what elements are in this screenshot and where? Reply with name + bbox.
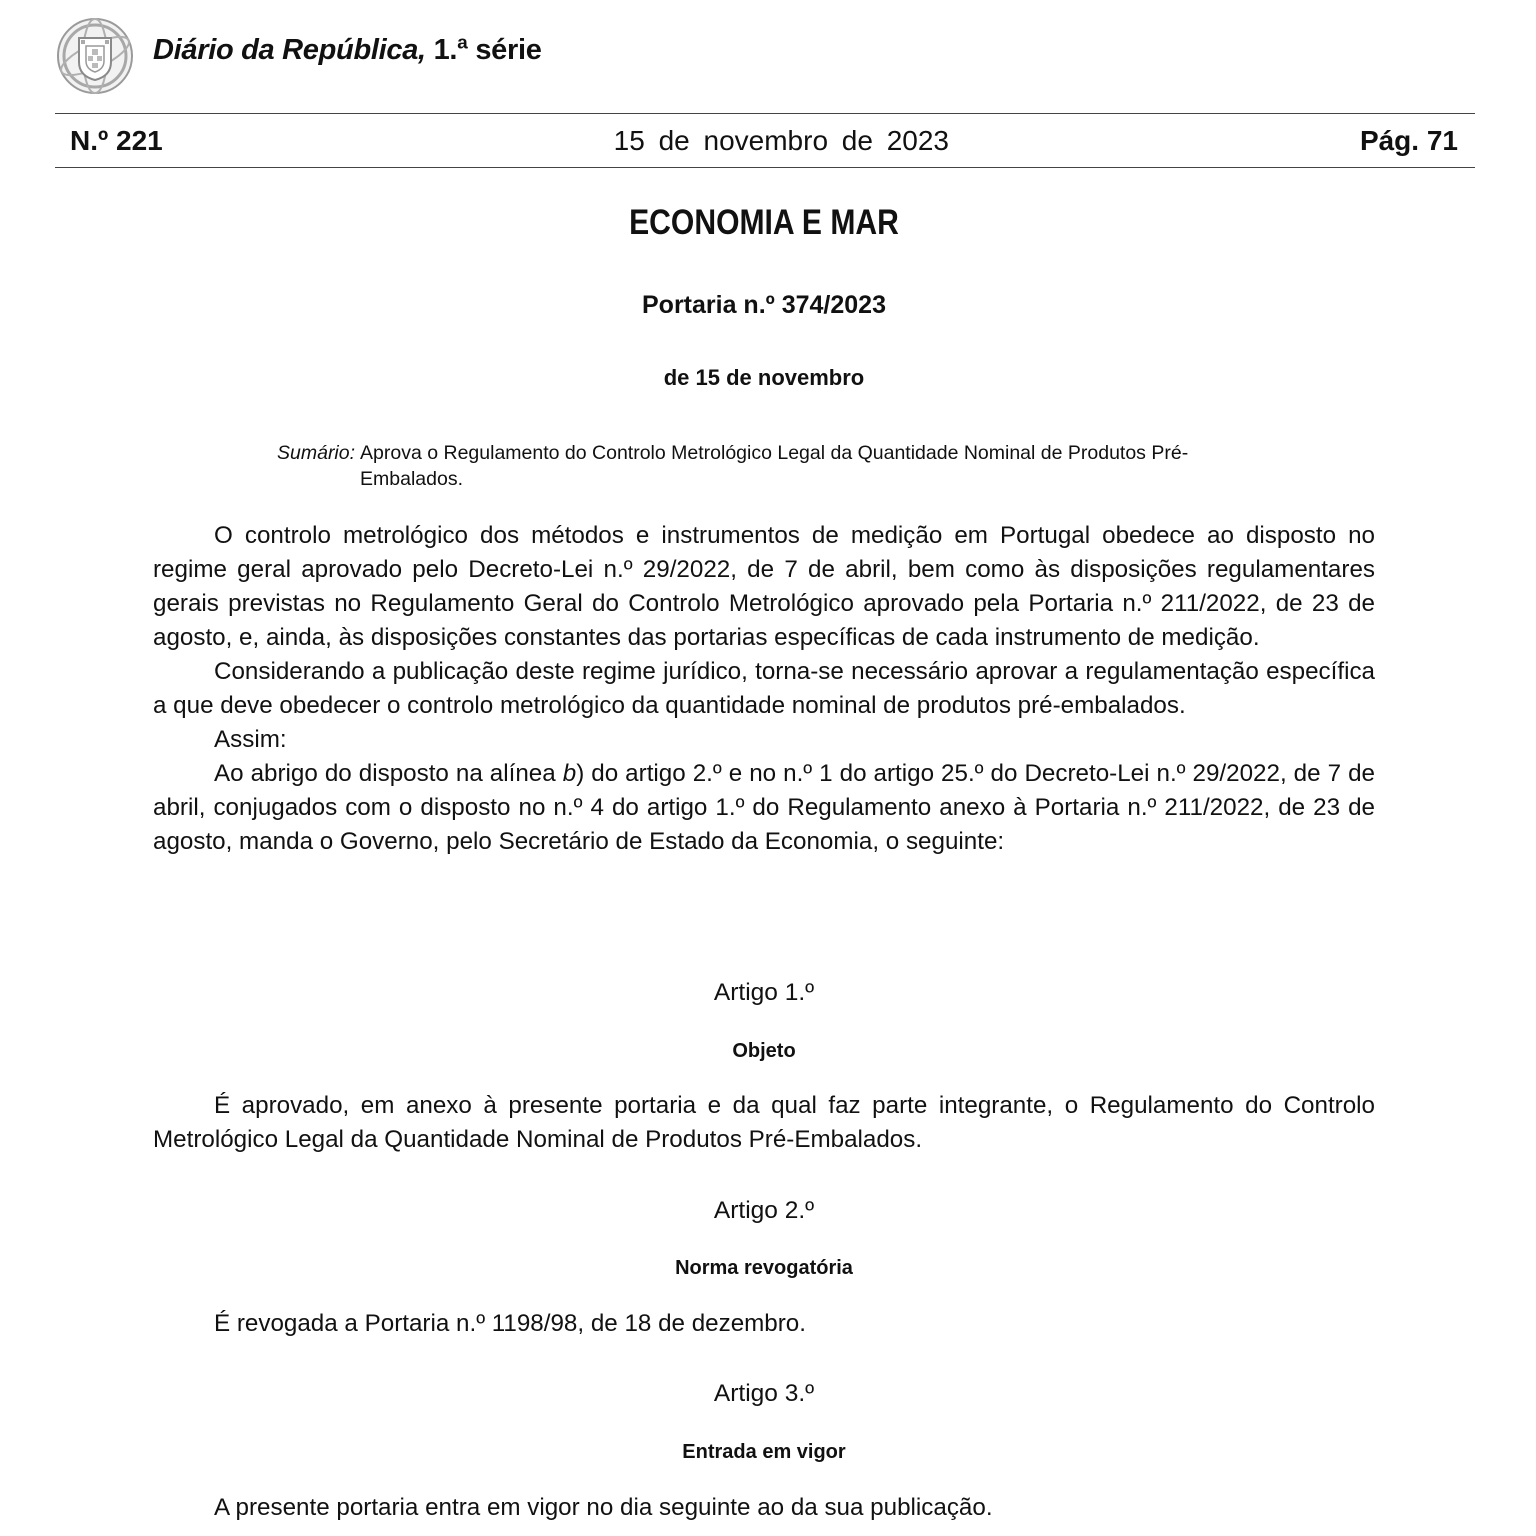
article-3-heading: Entrada em vigor bbox=[682, 1441, 846, 1463]
journal-name: Diário da República, bbox=[153, 33, 426, 66]
issue-number: N.º 221 bbox=[70, 125, 163, 156]
enacting-text: Ao abrigo do disposto na alínea bbox=[214, 760, 563, 787]
article-1-number: Artigo 1.º bbox=[713, 979, 815, 1006]
preamble-paragraph: Considerando a publicação deste regime jurídico, torna-se necessário aprovar a regulamentação específica a que deve obedecer o controlo metrológico da quantidade nominal de produtos pré-embalados. bbox=[153, 658, 1375, 719]
enacting-text: ) do artigo 2.º e no n.º 1 do artigo 25.º do Decreto-Lei n.º 29/2022, de 7 de abril, conjugados com o disposto no n.º 4 do artigo 1.º do Regulamento anexo à Portaria n.º 211/2022, de 23 de agosto, manda o Governo, pelo Secretário de Estado da Economia, o seguinte: bbox=[153, 760, 1375, 855]
preamble bbox=[153, 519, 1375, 859]
issue-date: 15 de novembro de 2023 bbox=[613, 125, 950, 156]
header-divider-bottom bbox=[55, 167, 1475, 168]
preamble-paragraph: Assim: bbox=[214, 726, 287, 753]
page-number: Pág. 71 bbox=[1359, 125, 1458, 156]
article-2-body bbox=[153, 1307, 1375, 1341]
article-3-body bbox=[153, 1491, 1375, 1525]
summary bbox=[277, 440, 1267, 492]
header-divider-top bbox=[55, 113, 1475, 114]
portugal-coat-of-arms-icon bbox=[55, 16, 135, 96]
masthead bbox=[55, 16, 542, 96]
ministry-heading: ECONOMIA E MAR bbox=[629, 203, 899, 242]
issue-bar bbox=[70, 122, 1458, 160]
journal-series: 1.ª série bbox=[433, 33, 542, 66]
article-2-text: É revogada a Portaria n.º 1198/98, de 18 de dezembro. bbox=[214, 1310, 806, 1337]
journal-title bbox=[153, 34, 542, 67]
summary-label: Sumário: bbox=[277, 442, 356, 464]
article-1-text: É aprovado, em anexo à presente portaria e da qual faz parte integrante, o Regulamento do Controlo Metrológico Legal da Quantidade Nominal de Produtos Pré-Embalados. bbox=[153, 1092, 1375, 1153]
article-2-heading: Norma revogatória bbox=[675, 1257, 853, 1279]
article-3-text: A presente portaria entra em vigor no dia seguinte ao da sua publicação. bbox=[214, 1494, 993, 1521]
article-1-body bbox=[153, 1089, 1375, 1157]
article-2-number: Artigo 2.º bbox=[713, 1197, 815, 1224]
enacting-clause bbox=[153, 757, 1375, 859]
document-date: de 15 de novembro bbox=[663, 365, 865, 390]
preamble-paragraph: O controlo metrológico dos métodos e instrumentos de medição em Portugal obedece ao disposto no regime geral aprovado pelo Decreto-Lei n.º 29/2022, de 7 de abril, bem como às disposições regulamentares gerais previstas no Regulamento Geral do Controlo Metrológico aprovado pela Portaria n.º 211/2022, de 23 de agosto, e, ainda, às disposições constantes das portarias específicas de cada instrumento de medição. bbox=[153, 522, 1375, 651]
enacting-italic: b bbox=[562, 760, 577, 787]
document-title: Portaria n.º 374/2023 bbox=[642, 291, 886, 319]
article-3-number: Artigo 3.º bbox=[713, 1380, 815, 1407]
article-1-heading: Objeto bbox=[732, 1040, 796, 1062]
summary-text: Aprova o Regulamento do Controlo Metrológico Legal da Quantidade Nominal de Produtos Pré-Embalados. bbox=[360, 442, 1189, 490]
